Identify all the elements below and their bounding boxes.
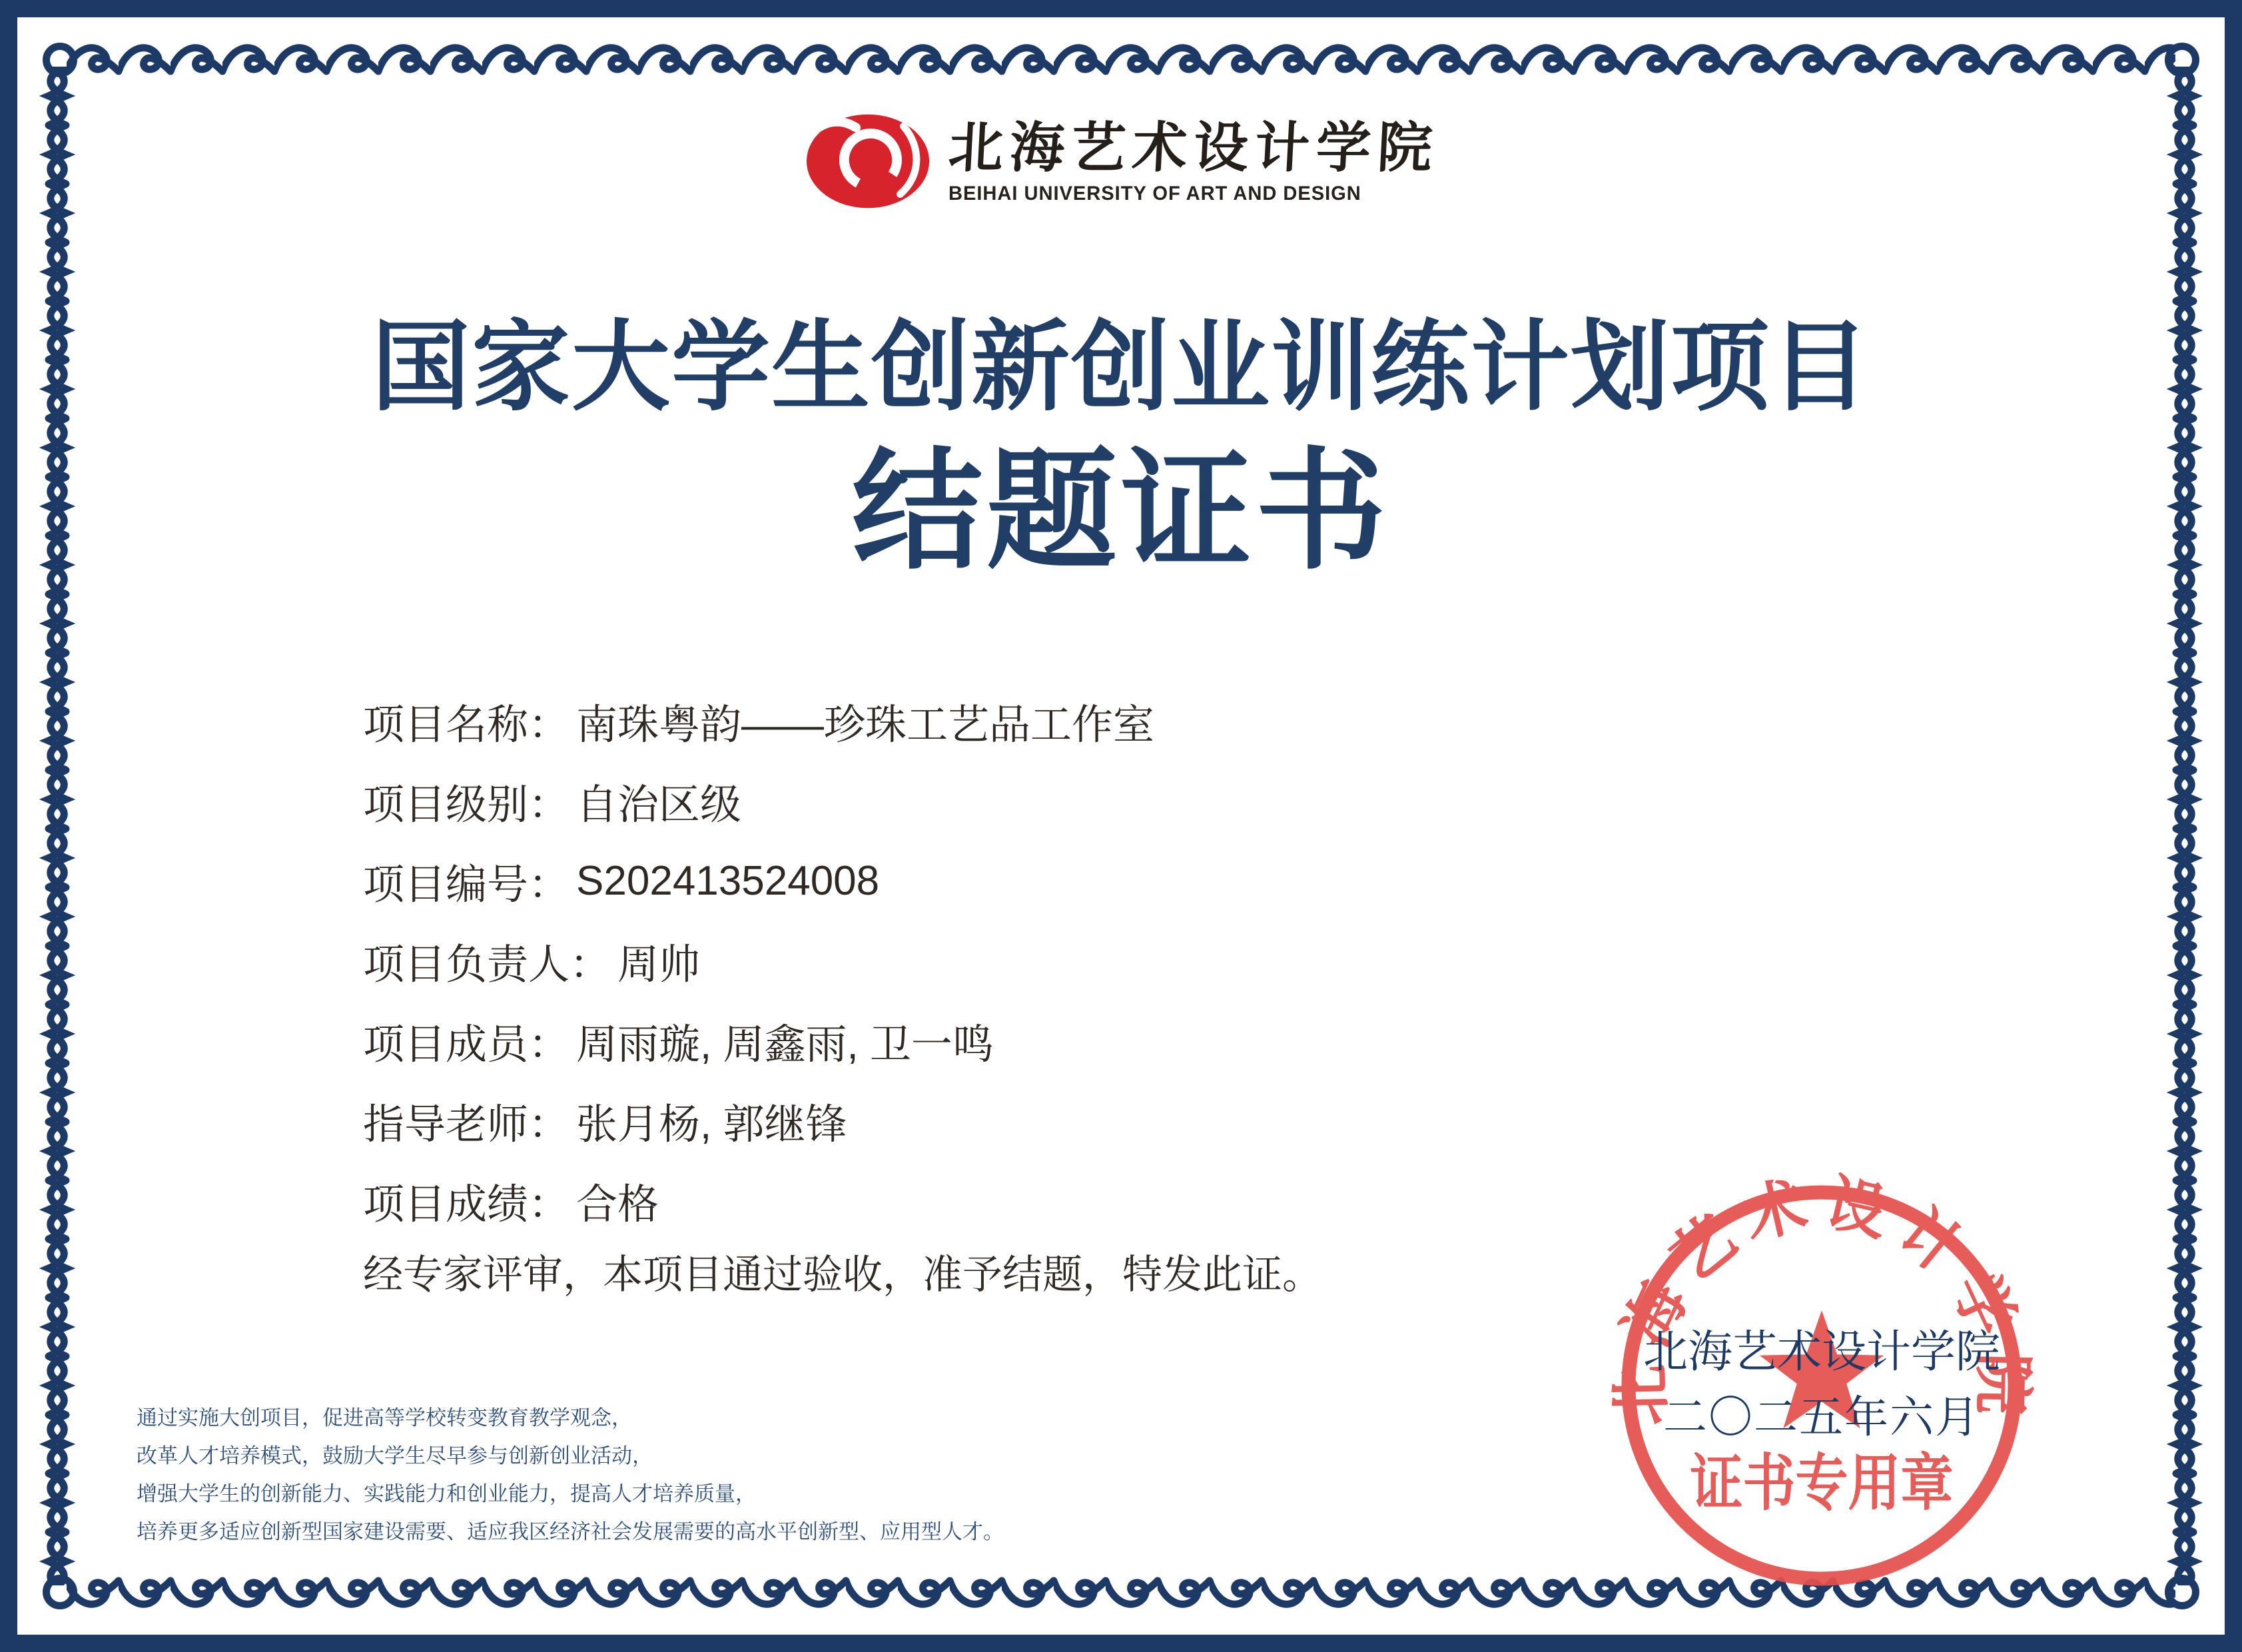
- university-name-en: BEIHAI UNIVERSITY OF ART AND DESIGN: [948, 183, 1361, 205]
- field-value: 南珠粤韵——珍珠工艺品工作室: [576, 701, 1155, 748]
- official-seal: [1582, 1146, 2061, 1625]
- field-label: 项目级别：: [363, 781, 570, 828]
- program-description-line: 增强大学生的创新能力、实践能力和创业能力，提高人才培养质量，: [137, 1482, 756, 1505]
- issuer-name: 北海艺术设计学院: [1643, 1327, 2000, 1377]
- field-value: S202413524008: [576, 857, 880, 904]
- field-value: 周帅: [617, 941, 701, 988]
- rope-border-right: [2166, 67, 2203, 1585]
- field-label: 项目编号：: [363, 861, 570, 908]
- field-project-leader: [363, 921, 1154, 1001]
- rope-border-left: [39, 67, 76, 1585]
- field-project-name: [363, 681, 1154, 761]
- certificate-program-title: 国家大学生创新创业训练计划项目: [372, 314, 1870, 423]
- rope-corner-loop: [2165, 1575, 2199, 1609]
- university-swirl-logo-icon: [803, 112, 935, 212]
- field-project-result: [363, 1160, 1154, 1240]
- certificate-title: 结题证书: [851, 440, 1390, 585]
- field-label: 项目名称：: [363, 701, 570, 748]
- field-label: 项目成绩：: [363, 1181, 570, 1228]
- approval-statement: 经专家评审，本项目通过验收，准予结题，特发此证。: [363, 1252, 1322, 1297]
- field-label: 项目成员：: [363, 1021, 570, 1068]
- program-description-line: 改革人才培养模式，鼓励大学生尽早参与创新创业活动，: [137, 1444, 653, 1467]
- program-description-line: 培养更多适应创新型国家建设需要、适应我区经济社会发展需要的高水平创新型、应用型人才。: [137, 1520, 1004, 1543]
- field-project-number: [363, 841, 1154, 921]
- university-name-block: [948, 112, 1439, 205]
- university-logo: [0, 112, 2242, 212]
- rope-corner-loop: [43, 1575, 77, 1609]
- field-value: 周雨璇, 周鑫雨, 卫一鸣: [576, 1021, 994, 1068]
- field-value: 张月杨, 郭继锋: [576, 1101, 847, 1148]
- issue-date: 二〇二五年六月: [1663, 1392, 1980, 1442]
- university-name-cn: 北海艺术设计学院: [946, 118, 1441, 179]
- seal-ring-text: 北海艺术设计学院: [1606, 1168, 2038, 1426]
- program-description: [137, 1399, 1004, 1551]
- field-value: 合格: [576, 1181, 659, 1228]
- rope-border-top: [67, 41, 2175, 79]
- field-project-advisors: [363, 1080, 1154, 1160]
- program-description-line: 通过实施大创项目，促进高等学校转变教育教学观念，: [137, 1406, 632, 1430]
- rope-corner-loop: [2165, 43, 2199, 77]
- field-project-level: [363, 761, 1154, 841]
- field-label: 指导老师：: [363, 1101, 570, 1148]
- seal-bottom-text: 证书专用章: [1690, 1449, 1954, 1517]
- rope-corner-loop: [43, 43, 77, 77]
- project-fields: [363, 681, 1154, 1240]
- field-label: 项目负责人：: [363, 941, 611, 988]
- field-value: 自治区级: [576, 781, 742, 828]
- field-project-members: [363, 1001, 1154, 1080]
